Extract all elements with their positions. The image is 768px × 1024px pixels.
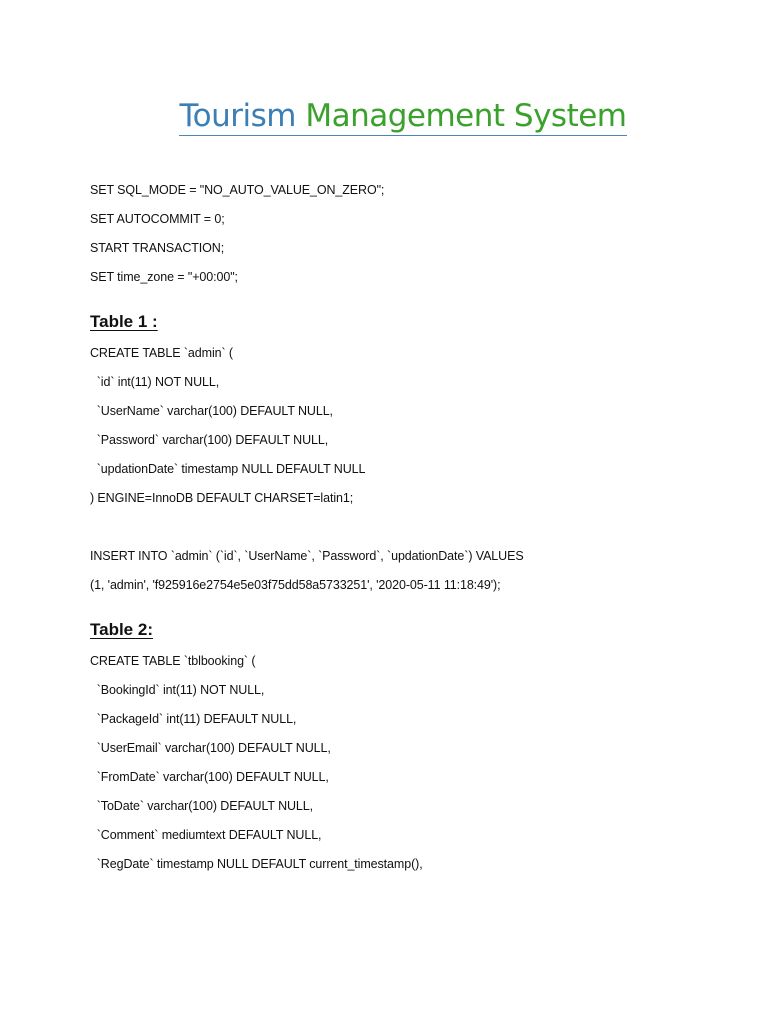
document-body [90, 176, 730, 879]
code-line: SET SQL_MODE = "NO_AUTO_VALUE_ON_ZERO"; [90, 183, 385, 197]
blank-line [90, 513, 730, 542]
document-title [0, 96, 768, 136]
code-line: CREATE TABLE `tblbooking` ( [90, 654, 256, 668]
code-line: ) ENGINE=InnoDB DEFAULT CHARSET=latin1; [90, 491, 354, 505]
section-heading-table-2: Table 2: [90, 620, 153, 639]
table-2-create-statement [90, 647, 730, 879]
code-line: START TRANSACTION; [90, 241, 225, 255]
code-line: `id` int(11) NOT NULL, [90, 375, 220, 389]
section-heading-table-1: Table 1 : [90, 312, 158, 331]
code-line: INSERT INTO `admin` (`id`, `UserName`, `Password`, `updationDate`) VALUES [90, 549, 524, 563]
title-word-tourism: Tourism [179, 98, 296, 134]
code-line: SET AUTOCOMMIT = 0; [90, 212, 225, 226]
code-line: `UserName` varchar(100) DEFAULT NULL, [90, 404, 333, 418]
sql-preamble [90, 176, 730, 292]
code-line: SET time_zone = "+00:00"; [90, 270, 238, 284]
code-line: `updationDate` timestamp NULL DEFAULT NULL [90, 462, 366, 476]
code-line: `UserEmail` varchar(100) DEFAULT NULL, [90, 741, 331, 755]
code-line: `BookingId` int(11) NOT NULL, [90, 683, 265, 697]
document-title-underline [179, 97, 626, 136]
code-line: (1, 'admin', 'f925916e2754e5e03f75dd58a5733251', '2020-05-11 11:18:49'); [90, 578, 501, 592]
table-1-create-statement [90, 339, 730, 513]
code-line: CREATE TABLE `admin` ( [90, 346, 233, 360]
code-line: `Comment` mediumtext DEFAULT NULL, [90, 828, 322, 842]
code-line: `RegDate` timestamp NULL DEFAULT current_timestamp(), [90, 857, 423, 871]
code-line: `ToDate` varchar(100) DEFAULT NULL, [90, 799, 313, 813]
code-line: `Password` varchar(100) DEFAULT NULL, [90, 433, 329, 447]
code-line: `PackageId` int(11) DEFAULT NULL, [90, 712, 297, 726]
code-line: `FromDate` varchar(100) DEFAULT NULL, [90, 770, 329, 784]
title-words-management-system: Management System [305, 98, 627, 134]
table-1-insert-statement [90, 542, 730, 600]
